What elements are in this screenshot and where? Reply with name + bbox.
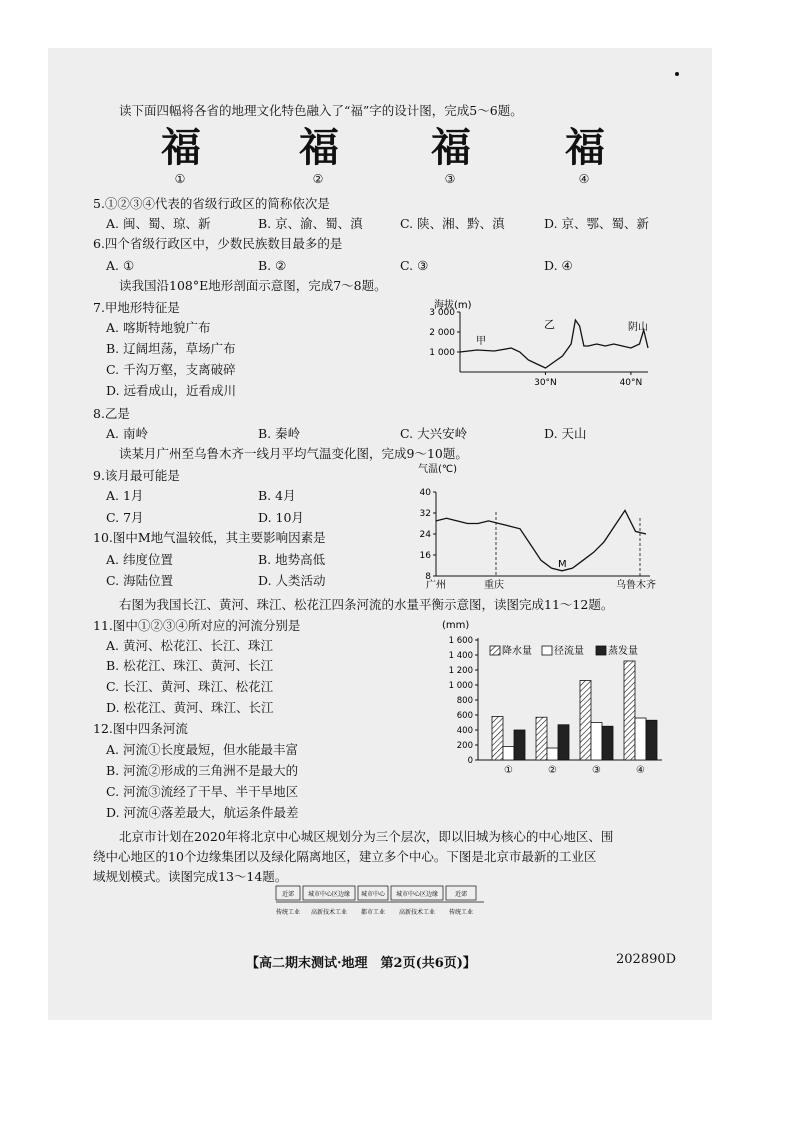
bar-precip (492, 717, 503, 761)
q6-option-d[interactable]: D. ④ (544, 258, 573, 273)
fu-design-3 (412, 126, 488, 186)
temp-line (436, 510, 646, 570)
intro-temp: 读某月广州至乌鲁木齐一线月平均气温变化图，完成9～10题。 (119, 446, 468, 461)
bj-industry-label: 传统工业 (448, 909, 474, 916)
legend-swatch-precip (490, 646, 500, 655)
q6-option-b[interactable]: B. ② (258, 258, 287, 273)
water-ytick-label: 1 000 (448, 681, 473, 691)
fu-glyph: 福 (161, 125, 199, 171)
bj-zone-label: 城市中心区边缘 (307, 891, 351, 898)
temp-ylabel: 气温(℃) (418, 464, 458, 475)
temp-point-m: M (558, 558, 567, 570)
temp-ytick-label: 8 (425, 572, 431, 582)
bj-industry-label: 高新技术工业 (398, 909, 436, 916)
q11-option-a[interactable]: A. 黄河、松花江、长江、珠江 (106, 638, 273, 653)
profile-ytick-label: 3 000 (429, 308, 455, 318)
q9-option-d[interactable]: D. 10月 (258, 510, 304, 525)
profile-label-jia: 甲 (476, 336, 486, 347)
fu-design-1 (142, 126, 218, 186)
water-ytick-label: 200 (456, 741, 473, 751)
legend-runoff: 径流量 (554, 646, 584, 657)
bar-evap (602, 726, 613, 760)
intro-profile: 读我国沿108°E地形剖面示意图，完成7～8题。 (119, 278, 387, 293)
fu-label: ① (174, 172, 186, 186)
bar-evap (558, 725, 569, 760)
temp-ytick-label: 16 (419, 551, 431, 561)
bj-industry-label: 都市工业 (360, 909, 386, 916)
fu-design-2 (280, 126, 356, 186)
q11-option-c[interactable]: C. 长江、黄河、珠江、松花江 (106, 679, 274, 694)
q7-option-c[interactable]: C. 千沟万壑，支离破碎 (106, 362, 236, 377)
q7-option-b[interactable]: B. 辽阔坦荡，草场广布 (106, 341, 236, 356)
q7-stem: 7.甲地形特征是 (93, 300, 180, 315)
q8-option-b[interactable]: B. 秦岭 (258, 426, 301, 441)
temperature-chart (408, 462, 678, 592)
temp-ytick-label: 24 (419, 530, 431, 540)
q8-stem: 8.乙是 (93, 406, 130, 421)
water-legend (490, 644, 638, 657)
temp-x-guangzhou: 广州 (426, 580, 446, 591)
bar-runoff (591, 723, 602, 761)
q9-option-b[interactable]: B. 4月 (258, 488, 296, 503)
q9-option-a[interactable]: A. 1月 (106, 488, 144, 503)
temp-ytick-label: 40 (419, 488, 431, 498)
q7-option-d[interactable]: D. 远看成山，近看成川 (106, 383, 237, 398)
water-ytick-label: 800 (456, 696, 473, 706)
q8-option-c[interactable]: C. 大兴安岭 (400, 426, 468, 441)
water-ytick-label: 400 (456, 726, 473, 736)
bar-precip (580, 681, 591, 761)
q5-option-d[interactable]: D. 京、鄂、蜀、新 (544, 216, 650, 231)
water-xtick-label: ② (548, 765, 557, 776)
q12-option-c[interactable]: C. 河流③流经了干旱、半干旱地区 (106, 784, 299, 799)
water-ytick-label: 1 200 (448, 666, 473, 676)
page-footer: 【高二期末测试·地理 第2页(共6页)】 (246, 956, 476, 971)
fu-design-4 (546, 126, 622, 186)
speck (675, 72, 679, 76)
page-code: 202890D (616, 952, 677, 967)
fu-label: ④ (578, 172, 590, 186)
water-balance-chart (410, 618, 672, 778)
q10-option-d[interactable]: D. 人类活动 (258, 573, 326, 588)
water-xtick-label: ④ (636, 765, 645, 776)
bar-precip (624, 661, 635, 760)
q6-option-a[interactable]: A. ① (106, 258, 135, 273)
q12-option-d[interactable]: D. 河流④落差最大，航运条件最差 (106, 805, 299, 820)
water-xtick-label: ③ (592, 765, 601, 776)
q12-option-a[interactable]: A. 河流①长度最短，但水能最丰富 (106, 742, 298, 757)
fu-glyph: 福 (299, 125, 337, 171)
bar-precip (536, 717, 547, 760)
bj-zone-label: 近郊 (454, 891, 468, 898)
bar-runoff (635, 718, 646, 760)
q11-option-d[interactable]: D. 松花江、黄河、珠江、长江 (106, 700, 274, 715)
intro-beijing-line-3: 域规划模式。读图完成13～14题。 (93, 869, 288, 884)
intro-beijing-line-2: 绕中心地区的10个边缘集团以及绿化隔离地区，建立多个中心。下图是北京市最新的工业区 (93, 849, 597, 864)
fu-label: ② (312, 172, 324, 186)
fu-glyph: 福 (431, 125, 469, 171)
profile-label-yi: 乙 (544, 318, 555, 331)
q10-option-a[interactable]: A. 纬度位置 (106, 552, 173, 567)
q8-option-a[interactable]: A. 南岭 (106, 426, 148, 441)
profile-xtick-label: 40°N (619, 378, 643, 388)
q9-stem: 9.该月最可能是 (93, 468, 180, 483)
intro-beijing-line-1: 北京市计划在2020年将北京中心城区规划分为三个层次，即以旧城为核心的中心地区、围 (119, 829, 614, 844)
water-ytick-label: 600 (456, 711, 473, 721)
water-ytick-label: 0 (467, 756, 473, 766)
bj-zone-label: 近郊 (281, 891, 295, 898)
profile-ytick-label: 2 000 (429, 328, 455, 338)
q5-option-b[interactable]: B. 京、渝、蜀、滇 (258, 216, 363, 231)
bj-zone-label: 城市中心区边缘 (395, 891, 439, 898)
legend-swatch-evap (596, 646, 606, 655)
q10-option-b[interactable]: B. 地势高低 (258, 552, 326, 567)
water-ylabel: (mm) (442, 620, 470, 631)
q5-option-c[interactable]: C. 陕、湘、黔、滇 (400, 216, 505, 231)
legend-evap: 蒸发量 (608, 646, 638, 657)
q6-option-c[interactable]: C. ③ (400, 258, 429, 273)
temp-x-urumqi: 乌鲁木齐 (616, 580, 656, 591)
bj-industry-label: 高新技术工业 (310, 909, 348, 916)
q12-option-b[interactable]: B. 河流②形成的三角洲不是最大的 (106, 763, 299, 778)
bj-zone-label: 城市中心 (360, 891, 386, 898)
profile-ylabel: 海拔(m) (434, 300, 472, 311)
fu-glyph: 福 (565, 125, 603, 171)
q10-option-c[interactable]: C. 海陆位置 (106, 573, 174, 588)
profile-ytick-label: 1 000 (429, 348, 455, 358)
q8-option-d[interactable]: D. 天山 (544, 426, 587, 441)
bar-evap (646, 720, 657, 760)
water-ytick-label: 1 600 (448, 636, 473, 646)
beijing-industry-diagram (272, 884, 488, 920)
q12-stem: 12.图中四条河流 (93, 721, 188, 736)
terrain-profile-chart (408, 298, 668, 388)
q11-stem: 11.图中①②③④所对应的河流分别是 (93, 618, 301, 633)
intro-water: 右图为我国长江、黄河、珠江、松花江四条河流的水量平衡示意图，读图完成11～12题。 (119, 597, 614, 612)
q5-option-a[interactable]: A. 闽、蜀、琼、新 (106, 216, 211, 231)
temp-x-chongqing: 重庆 (484, 580, 504, 591)
water-xtick-label: ① (504, 765, 513, 776)
legend-precip: 降水量 (502, 646, 532, 657)
q9-option-c[interactable]: C. 7月 (106, 510, 144, 525)
bar-runoff (547, 748, 558, 760)
intro-fu: 读下面四幅将各省的地理文化特色融入了“福”字的设计图，完成5～6题。 (119, 103, 523, 118)
q11-option-b[interactable]: B. 松花江、珠江、黄河、长江 (106, 658, 274, 673)
q7-option-a[interactable]: A. 喀斯特地貌广布 (106, 320, 211, 335)
fu-label: ③ (444, 172, 456, 186)
bar-runoff (503, 747, 514, 761)
profile-label-yinshan: 阴山 (628, 322, 648, 333)
legend-swatch-runoff (542, 646, 552, 655)
water-ytick-label: 1 400 (448, 651, 473, 661)
profile-xtick-label: 30°N (534, 378, 557, 388)
bj-industry-label: 传统工业 (275, 909, 301, 916)
q6-stem: 6.四个省级行政区中，少数民族数目最多的是 (93, 236, 343, 251)
temp-ytick-label: 32 (419, 509, 431, 519)
bar-evap (514, 730, 525, 760)
q10-stem: 10.图中M地气温较低，其主要影响因素是 (93, 530, 326, 545)
q5-stem: 5.①②③④代表的省级行政区的简称依次是 (93, 196, 330, 211)
